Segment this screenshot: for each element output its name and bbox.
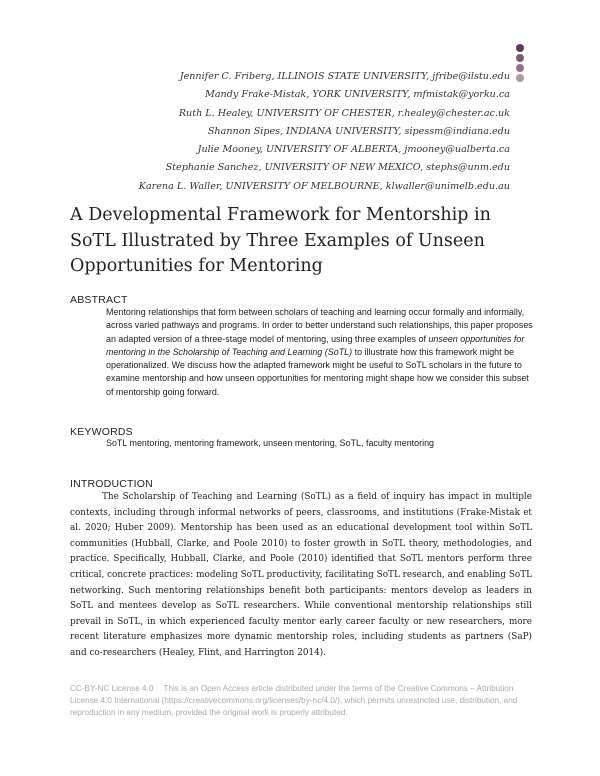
author-line: Karena L. Waller, UNIVERSITY OF MELBOURNE, klwaller@unimelb.edu.au [138,180,510,192]
license-footer [70,683,530,720]
abstract-text-part: to illustrate how this framework might be operationalized. We discuss how the adapted framework might be useful to SoTL scholars in the future to examine mentorship and how unseen opportunities for mentoring might shape how we consider this subset of mentorship going forward. [106,346,529,397]
author-line: Julie Mooney, UNIVERSITY OF ALBERTA, jmooney@ualberta.ca [197,144,510,156]
abstract-text-part: Mentoring relationships that form between scholars of teaching and learning occur formally and informally, across varied pathways and programs. In order to better understand such relationships, this paper proposes an adapted version of a three-stage model of mentoring, using three examples of [106,307,533,344]
logo-dot [516,64,524,72]
keywords-heading: KEYWORDS [70,426,133,438]
logo-dot [516,74,524,82]
license-tag: CC-BY-NC License 4.0 [70,684,154,693]
keywords-text: SoTL mentoring, mentoring framework, unseen mentoring, SoTL, faculty mentoring [106,438,435,448]
abstract-heading: ABSTRACT [70,294,128,306]
abstract-text-italic: unseen opportunities for mentoring in the Scholarship of Teaching and Learning (SoTL) [106,333,525,357]
author-line: Stephanie Sanchez, UNIVERSITY OF NEW MEXICO, stephs@unm.edu [165,162,510,174]
logo-dot [516,44,524,52]
abstract-text [106,306,536,399]
author-line: Jennifer C. Friberg, ILLINOIS STATE UNIVERSITY, jfribe@ilstu.edu [179,71,510,82]
paper-title: A Developmental Framework for Mentorship in SoTL Illustrated by Three Examples of Unseen Opportunities for Mentoring [70,205,491,276]
license-text: This is an Open Access article distributed under the terms of the Creative Commons – Attribution License 4.0 International (https://creativecommons.org/licenses/by-nc/4.0/), which permits unrestricted use, distribution, and reproduction in any medium, provided the original work is properly attributed. [70,684,518,718]
introduction-text: The Scholarship of Teaching and Learning (SoTL) as a field of inquiry has impact in multiple contexts, including through informal networks of peers, classrooms, and institutions (Frake-Mistak et al. 2020; Huber 2009). Mentorship has been used as an educational development tool within SoTL communities (Hubball, Clarke, and Poole 2010) to foster growth in SoTL theory, methodologies, and practice. Specifically, Hubball, Clarke, and Poole (2010) identified that SoTL mentors perform three critical, concrete practices: modeling SoTL productivity, facilitating SoTL research, and enabling SoTL networking. Such mentoring relationships benefit both participants: mentors develop as leaders in SoTL and mentees develop as SoTL researchers. While conventional mentorship relationships still prevail in SoTL, in which experienced faculty mentor early career faculty or new researchers, more recent literature emphasizes more dynamic mentorship roles, including students as partners (SaP) and co-researchers (Healey, Flint, and Harrington 2014). [70,492,532,658]
introduction-heading: INTRODUCTION [70,478,153,490]
author-line: Mandy Frake-Mistak, YORK UNIVERSITY, mfmistak@yorku.ca [205,89,510,101]
author-line: Shannon Sipes, INDIANA UNIVERSITY, sipessm@indiana.edu [207,125,510,137]
author-line: Ruth L. Healey, UNIVERSITY OF CHESTER, r.healey@chester.ac.uk [178,107,510,119]
author-list [139,68,510,196]
logo-dot [516,54,524,62]
journal-logo-dots [516,44,526,84]
